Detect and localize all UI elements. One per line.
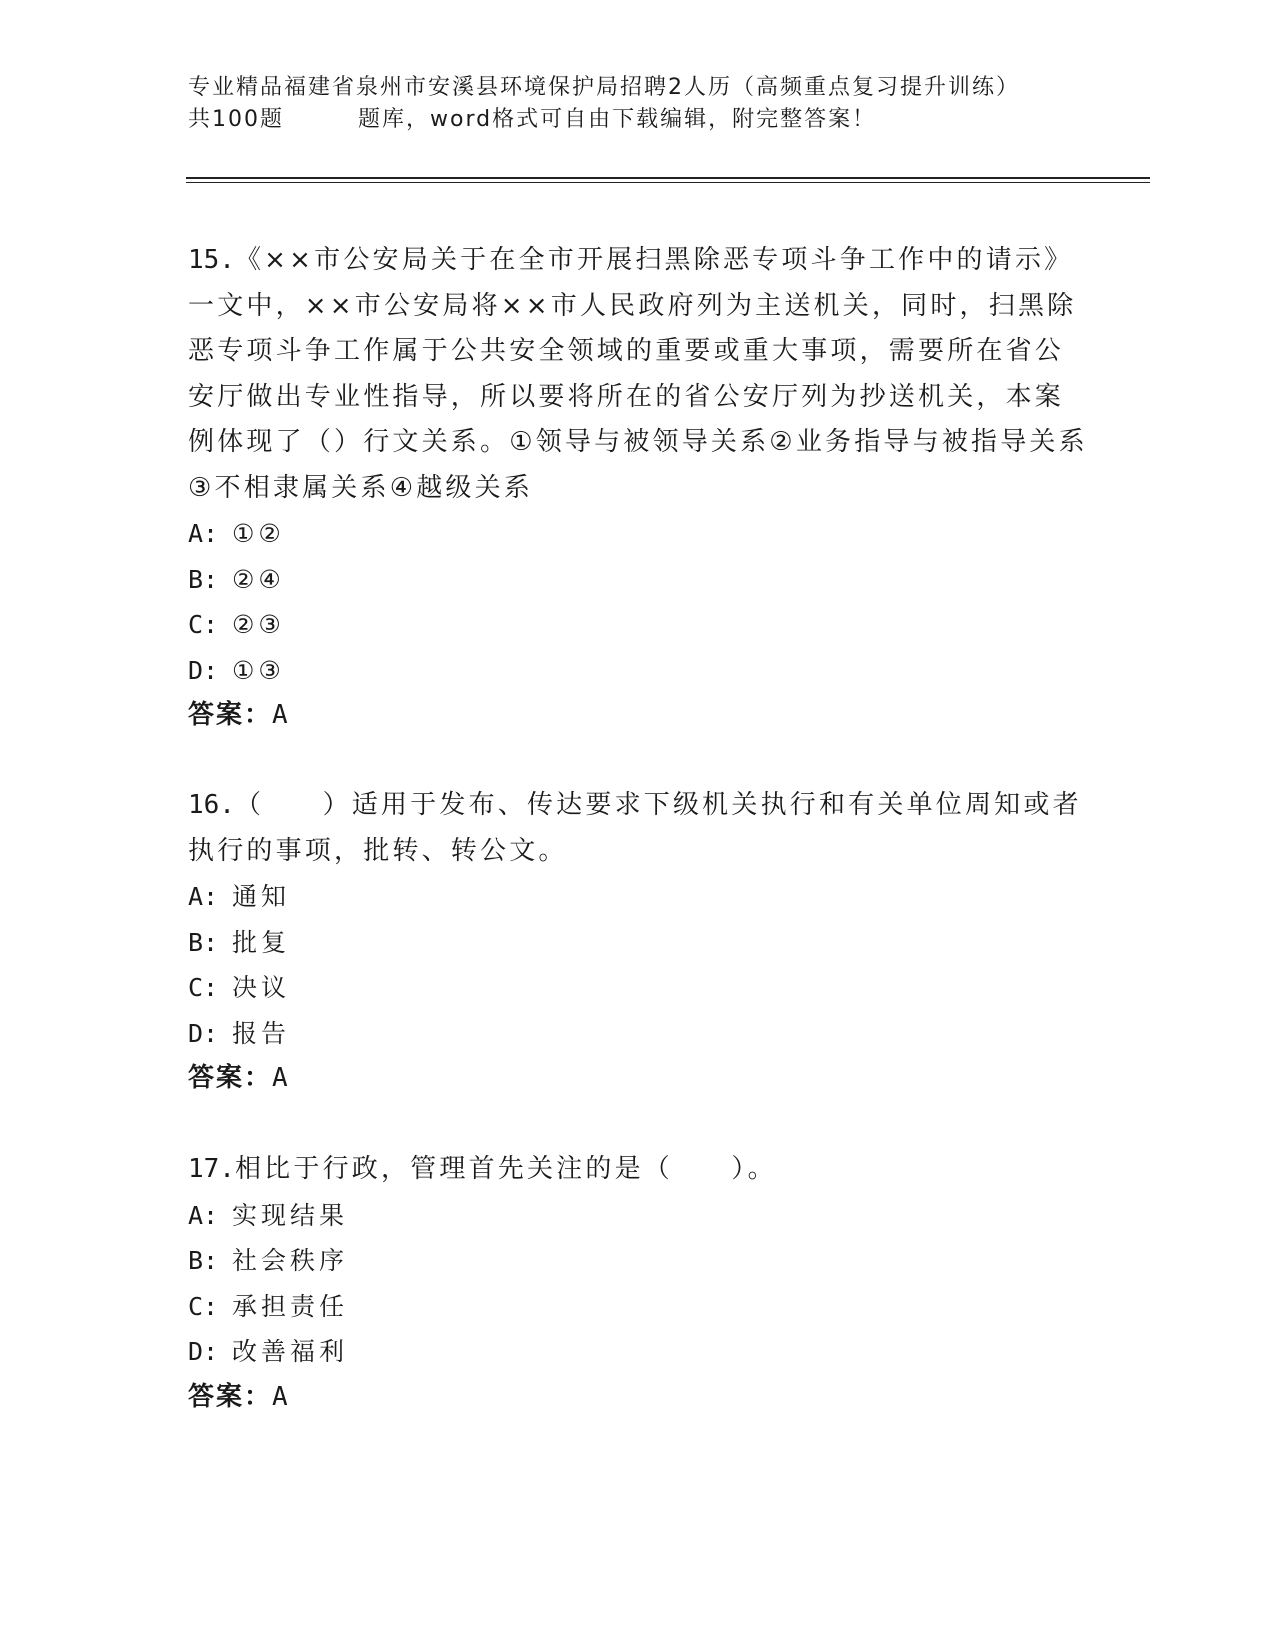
option-d xyxy=(188,1329,1088,1375)
option-text: 决议 xyxy=(232,973,291,1002)
answer-value: A xyxy=(272,700,290,730)
header-divider-thick xyxy=(186,177,1150,179)
header-divider-thin xyxy=(186,182,1150,183)
option-text: 通知 xyxy=(232,882,291,911)
question-17 xyxy=(188,1147,1088,1420)
option-text: 报告 xyxy=(232,1018,291,1048)
option-text: ②③ xyxy=(232,610,285,639)
option-a xyxy=(188,874,1088,920)
question-text: 《××市公安局关于在全市开展扫黑除恶专项斗争工作中的请示》一文中，××市公安局将××市人民政府列为主送机关，同时，扫黑除恶专项斗争工作属于公共安全领域的重要或重大事项，需要所在省公安厅做出专业性指导，所以要将所在的省公安厅列为抄送机关，本案例体现了（）行文关系。①领导与被领导关系②业务指导与被指导关系③不相隶属关系④越级关系 xyxy=(188,245,1088,503)
option-c xyxy=(188,602,1088,648)
option-letter: C: xyxy=(188,1291,219,1321)
option-text: 改善福利 xyxy=(232,1337,349,1366)
answer-label: 答案： xyxy=(188,1063,273,1093)
option-text: 承担责任 xyxy=(232,1291,349,1321)
question-count: 共100题 xyxy=(188,107,284,132)
option-text: ①② xyxy=(232,519,285,548)
question-number: 16. xyxy=(188,790,235,820)
option-text: ①③ xyxy=(232,655,285,685)
question-stem xyxy=(188,1147,1088,1193)
option-a xyxy=(188,511,1088,557)
option-letter: A: xyxy=(188,1200,219,1230)
answer xyxy=(188,1056,1088,1102)
option-b xyxy=(188,1238,1088,1284)
answer xyxy=(188,1375,1088,1421)
option-text: 批复 xyxy=(232,927,291,957)
answer xyxy=(188,693,1088,739)
option-letter: C: xyxy=(188,973,219,1002)
option-letter: D: xyxy=(188,1018,219,1048)
answer-label: 答案： xyxy=(188,1381,273,1412)
option-d xyxy=(188,648,1088,694)
option-text: 社会秩序 xyxy=(232,1246,349,1275)
option-letter: B: xyxy=(188,1246,219,1275)
option-c xyxy=(188,1284,1088,1330)
option-letter: B: xyxy=(188,564,219,594)
question-16 xyxy=(188,783,1088,1102)
question-stem xyxy=(188,783,1088,874)
answer-value: A xyxy=(272,1063,290,1093)
question-stem xyxy=(188,238,1088,511)
option-b xyxy=(188,557,1088,603)
option-letter: D: xyxy=(188,655,219,685)
option-letter: C: xyxy=(188,610,219,639)
page-header xyxy=(188,72,1088,136)
header-title: 专业精品福建省泉州市安溪县环境保护局招聘2人历（高频重点复习提升训练） xyxy=(188,75,1020,100)
option-b xyxy=(188,920,1088,966)
option-letter: D: xyxy=(188,1337,219,1366)
answer-value: A xyxy=(272,1381,290,1412)
header-subtitle xyxy=(188,104,1088,136)
option-c xyxy=(188,965,1088,1011)
question-number: 17. xyxy=(188,1154,235,1184)
question-text: （ ）适用于发布、传达要求下级机关执行和有关单位周知或者执行的事项，批转、转公文。 xyxy=(188,790,1082,866)
option-text: ②④ xyxy=(232,564,285,594)
option-a xyxy=(188,1193,1088,1239)
option-letter: B: xyxy=(188,927,219,957)
option-letter: A: xyxy=(188,882,219,911)
option-text: 实现结果 xyxy=(232,1200,349,1230)
option-d xyxy=(188,1011,1088,1057)
option-letter: A: xyxy=(188,519,219,548)
header-description: 题库，word格式可自由下载编辑，附完整答案！ xyxy=(358,107,877,132)
question-15 xyxy=(188,238,1088,739)
answer-label: 答案： xyxy=(188,700,273,730)
question-number: 15. xyxy=(188,245,235,275)
question-text: 相比于行政，管理首先关注的是（ ）。 xyxy=(234,1154,777,1184)
